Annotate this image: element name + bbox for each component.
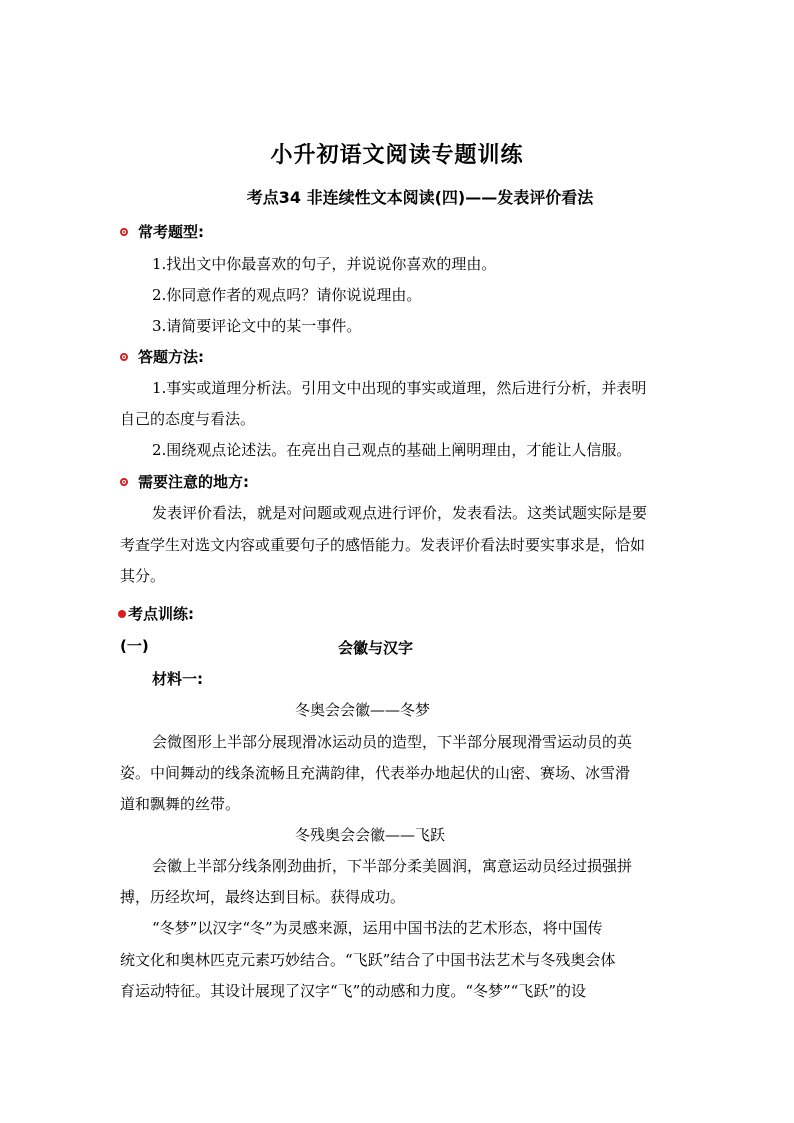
emblem-title: 冬奥会会徽——冬梦 xyxy=(295,701,431,719)
section-heading-training xyxy=(118,604,194,624)
common-type-item: 2.你同意作者的观点吗？请你说说理由。 xyxy=(152,286,422,304)
paragraph-line: 统文化和奥林匹克元素巧妙结合。“飞跃”结合了中国书法艺术与冬残奥会体 xyxy=(120,951,616,969)
part-title: 会徽与汉字 xyxy=(338,639,414,657)
page-subtitle: 考点34 非连续性文本阅读(四)——发表评价看法 xyxy=(246,188,594,207)
paragraph-line: “冬梦”以汉字“冬”为灵感来源，运用中国书法的艺术形态，将中国传 xyxy=(152,919,603,937)
paragraph-line: 搏，历经坎坷，最终达到目标。获得成功。 xyxy=(120,888,406,906)
heading-text: 需要注意的地方: xyxy=(138,473,249,491)
heading-text: 考点训练: xyxy=(128,605,194,623)
common-type-item: 3.请简要评论文中的某一事件。 xyxy=(152,317,362,335)
bullet-icon xyxy=(120,353,128,361)
emblem-title: 冬残奥会会徽——飞跃 xyxy=(295,826,446,844)
bullet-icon xyxy=(120,478,128,486)
heading-text: 答题方法: xyxy=(138,348,204,366)
paragraph-line: 会徽上半部分线条刚劲曲折，下半部分柔美圆润，寓意运动员经过损强拼 xyxy=(152,857,633,875)
method-item: 2.围绕观点论述法。在亮出自己观点的基础上阐明理由，才能让人信服。 xyxy=(152,441,632,459)
paragraph-line: 会微图形上半部分展现滑冰运动员的造型，下半部分展现滑雪运动员的英 xyxy=(152,733,633,751)
notes-line: 考查学生对选文内容或重要句子的感悟能力。发表评价看法时要实事求是，恰如 xyxy=(120,536,646,554)
paragraph-line: 姿。中间舞动的线条流畅且充满韵律，代表举办地起伏的山密、赛场、冰雪滑 xyxy=(120,764,631,782)
page-title: 小升初语文阅读专题训练 xyxy=(270,143,524,168)
method-item-line: 1.事实或道理分析法。引用文中出现的事实或道理，然后进行分析，并表明 xyxy=(152,379,647,397)
part-number: (一) xyxy=(120,637,149,655)
paragraph-line: 育运动特征。其设计展现了汉字“飞”的动感和力度。“冬梦”“飞跃”的设 xyxy=(120,982,587,1000)
common-type-item: 1.找出文中你最喜欢的句子，并说说你喜欢的理由。 xyxy=(152,255,497,273)
heading-text: 常考题型: xyxy=(138,223,204,241)
bullet-icon xyxy=(118,610,126,618)
notes-line: 发表评价看法，就是对问题或观点进行评价，发表看法。这类试题实际是要 xyxy=(152,504,648,522)
paragraph-line: 道和飘舞的丝带。 xyxy=(120,795,241,813)
bullet-icon xyxy=(120,228,128,236)
section-heading-common-types xyxy=(120,222,204,242)
section-heading-methods xyxy=(120,347,204,367)
notes-line: 其分。 xyxy=(120,567,166,585)
method-item-line: 自己的态度与看法。 xyxy=(120,410,256,428)
section-heading-notes xyxy=(120,472,249,492)
material-label: 材料一: xyxy=(152,670,203,688)
